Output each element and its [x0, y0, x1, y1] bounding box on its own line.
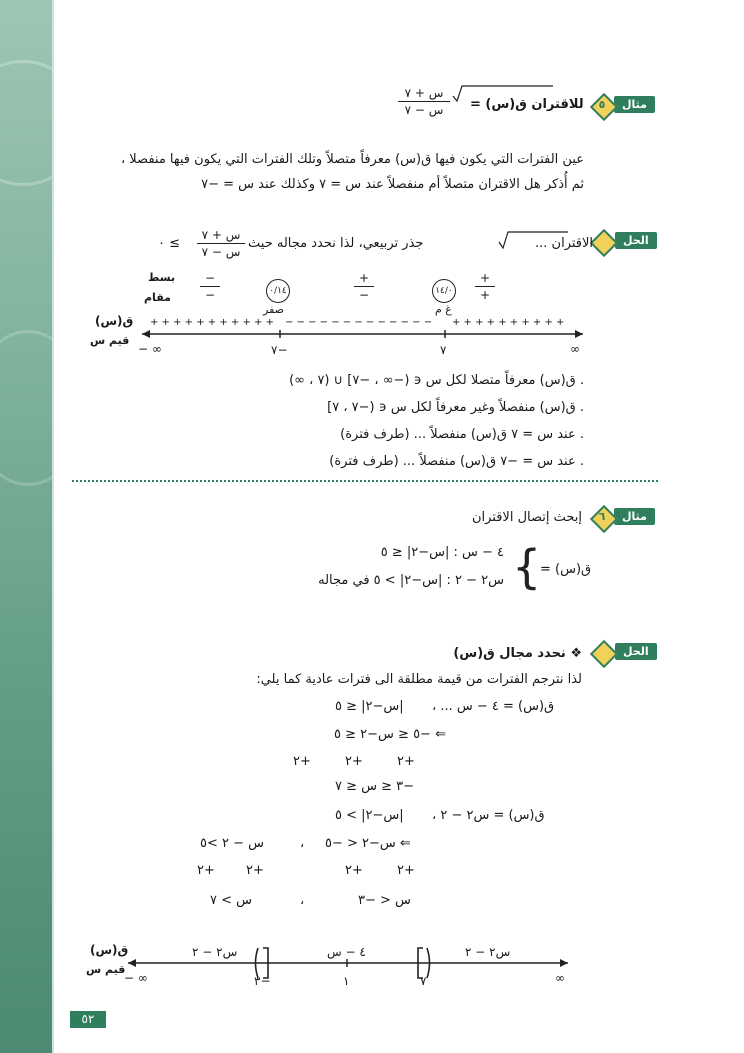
fraction-bar	[398, 101, 450, 102]
sign-top: +	[358, 271, 370, 285]
neg-infinity: ∞ −	[124, 971, 148, 985]
undefined-label: غ م	[435, 303, 452, 316]
inequality: ≥ ٠	[158, 236, 181, 251]
solution-intro: لذا نترجم الفترات من قيمة مطلقة الى فترات عادية كما يلي:	[256, 672, 582, 687]
example-number: ٥	[598, 98, 606, 111]
zero-circle: ٠/١٤	[266, 279, 290, 303]
step: ⇐ −٥ ≤ س−٢ ≤ ٥	[334, 727, 446, 742]
problem-line: ثم أُذكر هل الاقتران متصلاً أم منفصلاً عند س = ٧ وكذلك عند س = −٧	[201, 177, 584, 192]
step: ق(س) = ٤ − س ... ،	[432, 699, 555, 714]
solution-label: الحل	[615, 643, 657, 660]
result-line: . ق(س) منفصلاً وغير معرفاً لكل س ϶ (−٧ ، ٧]	[327, 400, 584, 415]
pos-infinity: ∞	[570, 342, 580, 356]
solution-text: جذر تربيعي، لذا نحدد مجاله حيث	[248, 236, 424, 251]
example-number: ٦	[598, 510, 606, 523]
piecewise-case: ٤ − س : |س−٢| ≤ ٥	[380, 545, 504, 560]
step: |س−٢| ≤ ٥	[335, 699, 404, 714]
x-values-label: قيم س	[86, 963, 126, 976]
step: +٢	[345, 754, 363, 769]
example-label: مثال	[614, 96, 655, 113]
row-label-numerator: بسط	[148, 271, 176, 284]
result-line: . عند س = −٧ ق(س) منفصلاً ... (طرف فترة)	[329, 454, 584, 469]
fraction-numerator: س + ٧	[404, 86, 444, 100]
page-number: ٥٢	[70, 1011, 106, 1028]
step: +٢	[197, 863, 215, 878]
sign-plus-left: + + + + + + + + + + +	[150, 317, 274, 328]
row-label-denominator: مقام	[144, 291, 171, 304]
step: ،	[300, 836, 305, 851]
fraction-bar	[475, 286, 495, 287]
neg-infinity: ∞ −	[138, 342, 162, 356]
problem-line: عين الفترات التي يكون فيها ق(س) معرفاً متصلاً وتلك الفترات التي يكون فيها منفصلا ،	[120, 152, 584, 167]
fraction-bar	[200, 286, 220, 287]
sign-fraction	[354, 271, 374, 302]
step: |س−٢| > ٥	[335, 808, 404, 823]
step: +٢	[293, 754, 311, 769]
step: ⇐ س−٢ < −٥	[325, 836, 411, 851]
step: +٢	[345, 863, 363, 878]
fraction-bar	[197, 243, 245, 244]
example-title: للاقتران ق(س) =	[470, 97, 584, 112]
function-label: ق(س)	[95, 314, 134, 328]
sign-bottom: −	[204, 288, 216, 302]
zero-label: صفر	[263, 303, 284, 316]
example-title: إبحث إتصال الاقتران	[471, 510, 582, 525]
x-values-label: قيم س	[90, 334, 130, 347]
piecewise-case: س٢ − ٢ : |س−٢| > ٥ في مجاله	[318, 573, 504, 588]
sign-minus-mid: − − − − − − − − − − − − −	[285, 317, 433, 328]
example-label: مثال	[614, 508, 655, 525]
fraction	[398, 86, 450, 117]
section-divider	[72, 480, 658, 482]
fraction-denominator: س − ٧	[201, 245, 241, 259]
sign-fraction	[200, 271, 220, 302]
step: س > ٧	[210, 893, 253, 908]
step: س − ٢ >٥	[200, 836, 265, 851]
solution-heading: ❖ نحدد مجال ق(س)	[453, 646, 582, 661]
segment-label: س٢ − ٢	[465, 945, 511, 959]
step: س < −٣	[358, 893, 411, 908]
brace: {	[512, 540, 542, 594]
sign-bottom: −	[358, 288, 370, 302]
function-label: ق(س)	[90, 943, 129, 957]
sign-bottom: +	[479, 288, 491, 302]
fraction	[197, 228, 245, 259]
solution-text: الاقتران ...	[535, 236, 594, 251]
sign-top: −	[204, 271, 216, 285]
segment-label: ٤ − س	[327, 945, 366, 959]
fraction-denominator: س − ٧	[404, 103, 444, 117]
fraction-numerator: س + ٧	[201, 228, 241, 242]
tick-label: −٧	[271, 343, 288, 357]
pos-infinity: ∞	[555, 971, 565, 985]
step: +٢	[397, 754, 415, 769]
step: ق(س) = س٢ − ٢ ،	[432, 808, 545, 823]
solution-label: الحل	[615, 232, 657, 249]
result-line: . ق(س) معرفاً متصلا لكل س ϶ (−∞ ، −٧] ∪ (٧ ، ∞)	[289, 373, 584, 388]
segment-label: س٢ − ٢	[192, 945, 238, 959]
tick-label: ٧	[420, 974, 427, 988]
result-line: . عند س = ٧ ق(س) منفصلاً ... (طرف فترة)	[340, 427, 584, 442]
undefined-circle: ١٤/٠	[432, 279, 456, 303]
tick-label: ٧	[440, 343, 447, 357]
tick-label: −٣	[254, 974, 271, 988]
piecewise-lhs: ق(س) =	[540, 562, 592, 577]
sign-fraction	[475, 271, 495, 302]
fraction-bar	[354, 286, 374, 287]
sign-plus-right: + + + + + + + + + +	[452, 317, 565, 328]
step: +٢	[246, 863, 264, 878]
sign-top: +	[479, 271, 491, 285]
step: ،	[300, 893, 305, 908]
step: −٣ ≤ س ≤ ٧	[335, 779, 415, 794]
step: +٢	[397, 863, 415, 878]
tick-label: ١	[343, 974, 350, 988]
